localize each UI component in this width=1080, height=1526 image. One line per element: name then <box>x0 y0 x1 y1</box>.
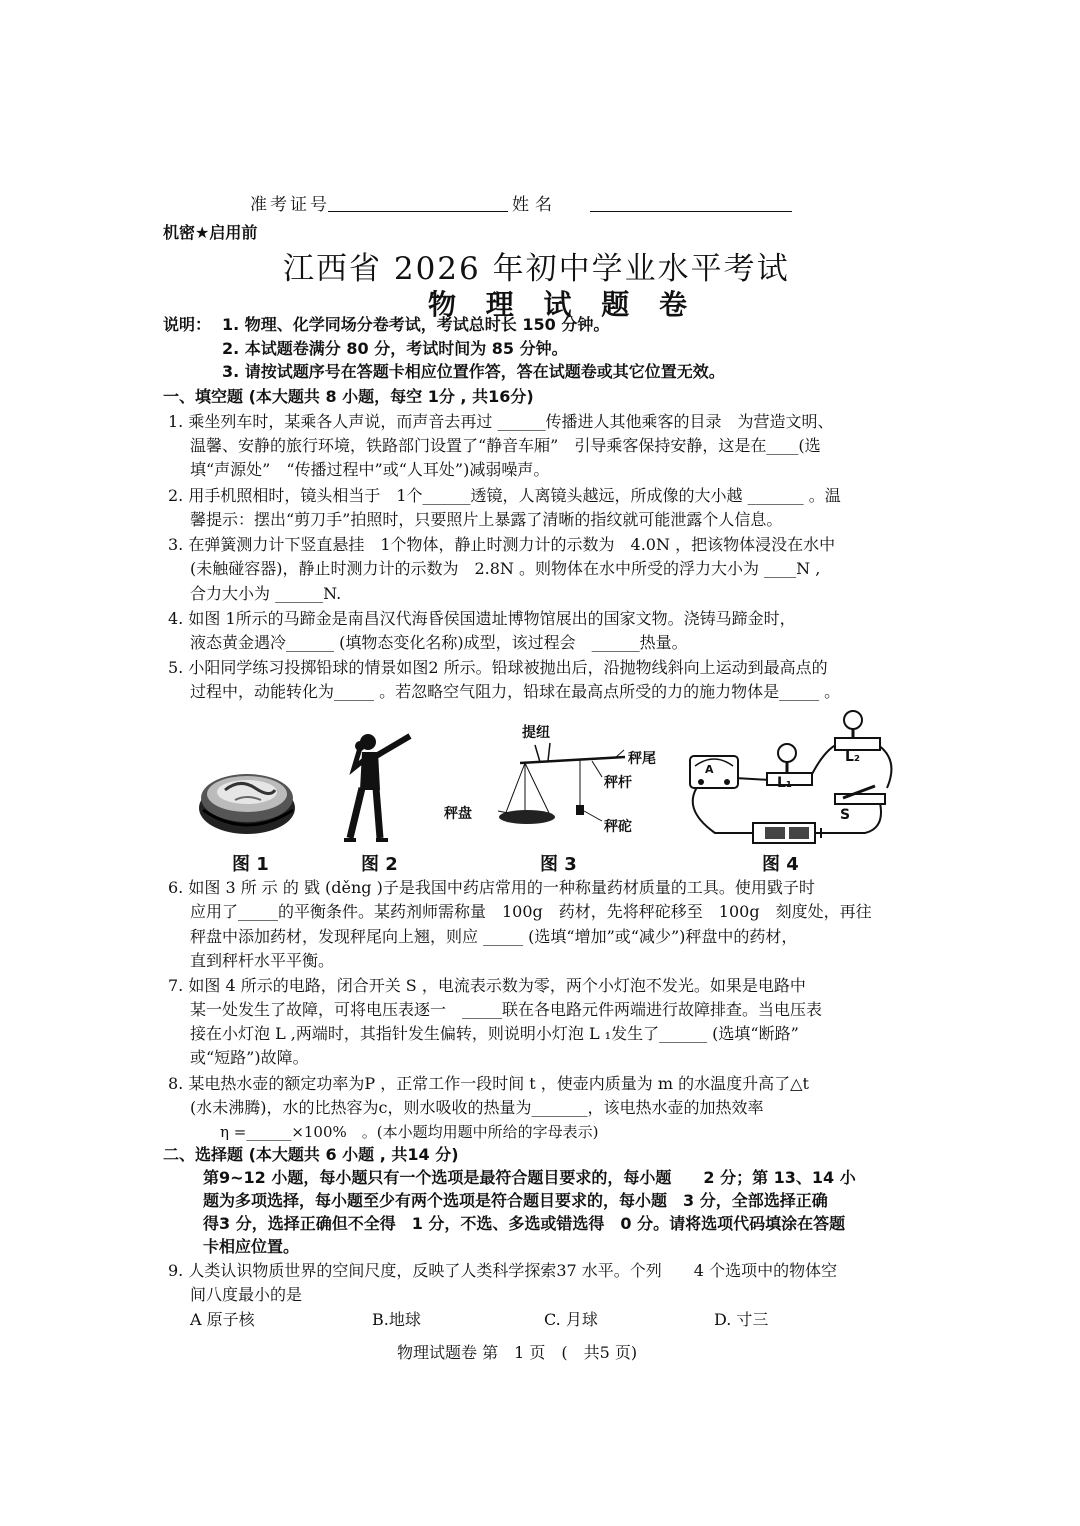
question-line: 填“声源处” “传播过程中”或“人耳处”)减弱噪声。 <box>190 460 550 479</box>
label-ammeter: A <box>705 763 714 776</box>
instruction-item: 2. 本试题卷满分 80 分，考试时间为 85 分钟。 <box>222 339 568 358</box>
question-line: 某一处发生了故障，可将电压表逐一 _____联在各电路元件两端进行故障排查。当电压表 <box>190 1000 823 1019</box>
label-switch: S <box>840 807 851 823</box>
label-l2: L₂ <box>845 749 861 765</box>
question-line: 3. 在弹簧测力计下竖直悬挂 1个物体，静止时测力计的示数为 4.0N ，把该物体浸没在水中 <box>168 535 836 554</box>
question-line: 6. 如图 3 所 示 的 戥 (děng )子是我国中药店常用的一种称量药材质量的工具。使用戥子时 <box>168 878 815 897</box>
option-a: A 原子核 <box>190 1310 255 1329</box>
section-desc: 得3 分，选择正确但不全得 1 分，不选、多选或错选得 0 分。请将选项代码填涂在答题 <box>203 1214 846 1233</box>
question-line: 应用了_____的平衡条件。某药剂师需称量 100g 药材，先将秤砣移至 100g 刻度处，再往 <box>190 902 872 921</box>
exam-subtitle: 物 理 试 题 卷 <box>428 288 697 321</box>
option-d: D. 寸三 <box>714 1310 769 1329</box>
option-b: B.地球 <box>372 1310 421 1329</box>
question-line: 1. 乘坐列车时，某乘各人声说，而声音去再过 ______传播进人其他乘客的目录 为营造文明、 <box>168 412 834 431</box>
question-line: 合力大小为 ______N. <box>190 584 342 603</box>
figure-1-caption: 图 1 <box>232 854 269 875</box>
question-line: η =______×100% 。(本小题均用题中所给的字母表示) <box>220 1123 599 1141</box>
exam-id-label: 准考证号 <box>250 195 330 215</box>
question-line: 5. 小阳同学练习投掷铅球的情景如图2 所示。铅球被抛出后，沿抛物线斜向上运动到最高点的 <box>168 658 828 677</box>
label-l1: L₁ <box>777 775 793 791</box>
question-line: 温馨、安静的旅行环境，铁路部门设置了“静音车厢” 引导乘客保持安静，这是在____(选 <box>190 436 821 455</box>
question-line: 间八度最小的是 <box>190 1285 303 1304</box>
label-chenggan: 秤杆 <box>604 775 632 791</box>
figure-2-shotput-person <box>340 730 420 845</box>
question-line: 直到秤杆水平平衡。 <box>190 951 335 970</box>
name-label: 姓名 <box>512 195 558 215</box>
label-tiniu: 提纽 <box>522 725 550 741</box>
question-line: 过程中，动能转化为_____ 。若忽略空气阻力，铅球在最高点所受的力的施力物体是_____ 。 <box>190 682 841 701</box>
figure-2-caption: 图 2 <box>361 854 398 875</box>
question-line: 或“短路”)故障。 <box>190 1048 309 1067</box>
name-blank <box>590 211 792 212</box>
instruction-item: 3. 请按试题序号在答题卡相应位置作答，答在试题卷或其它位置无效。 <box>222 362 725 381</box>
section-desc: 卡相应位置。 <box>203 1237 300 1256</box>
label-chengpan: 秤盘 <box>444 806 472 822</box>
figure-4-caption: 图 4 <box>762 854 799 875</box>
figure-3-steelyard <box>490 725 660 840</box>
question-line: (水未沸腾)，水的比热容为c，则水吸收的热量为_______，该电热水壶的加热效率 <box>190 1098 764 1117</box>
section-heading: 一、填空题 (本大题共 8 小题，每空 1分 , 共16分) <box>163 387 534 406</box>
instructions-label: 说明： <box>163 315 212 334</box>
question-line: 馨提示：摆出“剪刀手”拍照时，只要照片上暴露了清晰的指纹就可能泄露个人信息。 <box>190 510 783 529</box>
figure-3-caption: 图 3 <box>540 854 577 875</box>
page-footer: 物理试题卷 第 1 页 ( 共5 页) <box>397 1343 638 1362</box>
question-line: 2. 用手机照相时，镜头相当于 1个______透镜，人离镜头越远，所成像的大小越 _______ 。温 <box>168 486 841 505</box>
option-c: C. 月球 <box>544 1310 598 1329</box>
section-desc: 题为多项选择，每小题至少有两个选项是符合题目要求的，每小题 3 分，全部选择正确 <box>203 1191 828 1210</box>
exam-id-blank <box>328 211 508 212</box>
question-line: 液态黄金遇冷______ (填物态变化名称)成型，该过程会 ______热量。 <box>190 633 688 652</box>
instruction-item: 1. 物理、化学同场分卷考试，考试总时长 150 分钟。 <box>222 315 610 334</box>
question-line: (未触碰容器)，静止时测力计的示数为 2.8N 。则物体在水中所受的浮力大小为 ____N , <box>190 559 821 578</box>
question-line: 4. 如图 1所示的马蹄金是南昌汉代海昏侯国遗址博物馆展出的国家文物。浇铸马蹄金时， <box>168 609 796 628</box>
question-line: 9. 人类认识物质世界的空间尺度，反映了人类科学探索37 水平。个列 4 个选项中的物体空 <box>168 1261 838 1280</box>
confidential-mark: 机密★启用前 <box>163 223 258 242</box>
exam-title: 江西省 2026 年初中学业水平考试 <box>283 251 790 287</box>
section-desc: 第9~12 小题，每小题只有一个选项是最符合题目要求的，每小题 2 分；第 13、14 小 <box>203 1168 856 1187</box>
question-line: 秤盘中添加药材，发现秤尾向上翘，则应 _____ (选填“增加”或“减少”)秤盘中的药材， <box>190 927 798 946</box>
section-heading: 二、选择题 (本大题共 6 小题 , 共14 分) <box>163 1145 459 1164</box>
label-chengwei: 秤尾 <box>628 751 656 767</box>
question-line: 8. 某电热水壶的额定功率为P ，正常工作一段时间 t ，使壶内质量为 m 的水温度升高了△t <box>168 1074 809 1093</box>
label-chengtuo: 秤砣 <box>604 819 632 835</box>
question-line: 7. 如图 4 所示的电路，闭合开关 S ，电流表示数为零，两个小灯泡不发光。如果是电路中 <box>168 976 806 995</box>
figure-1-horseshoe-gold <box>195 760 305 840</box>
question-line: 接在小灯泡 L ,两端时，其指针发生偏转，则说明小灯泡 L ₁发生了______ (选填“断路” <box>190 1024 799 1043</box>
